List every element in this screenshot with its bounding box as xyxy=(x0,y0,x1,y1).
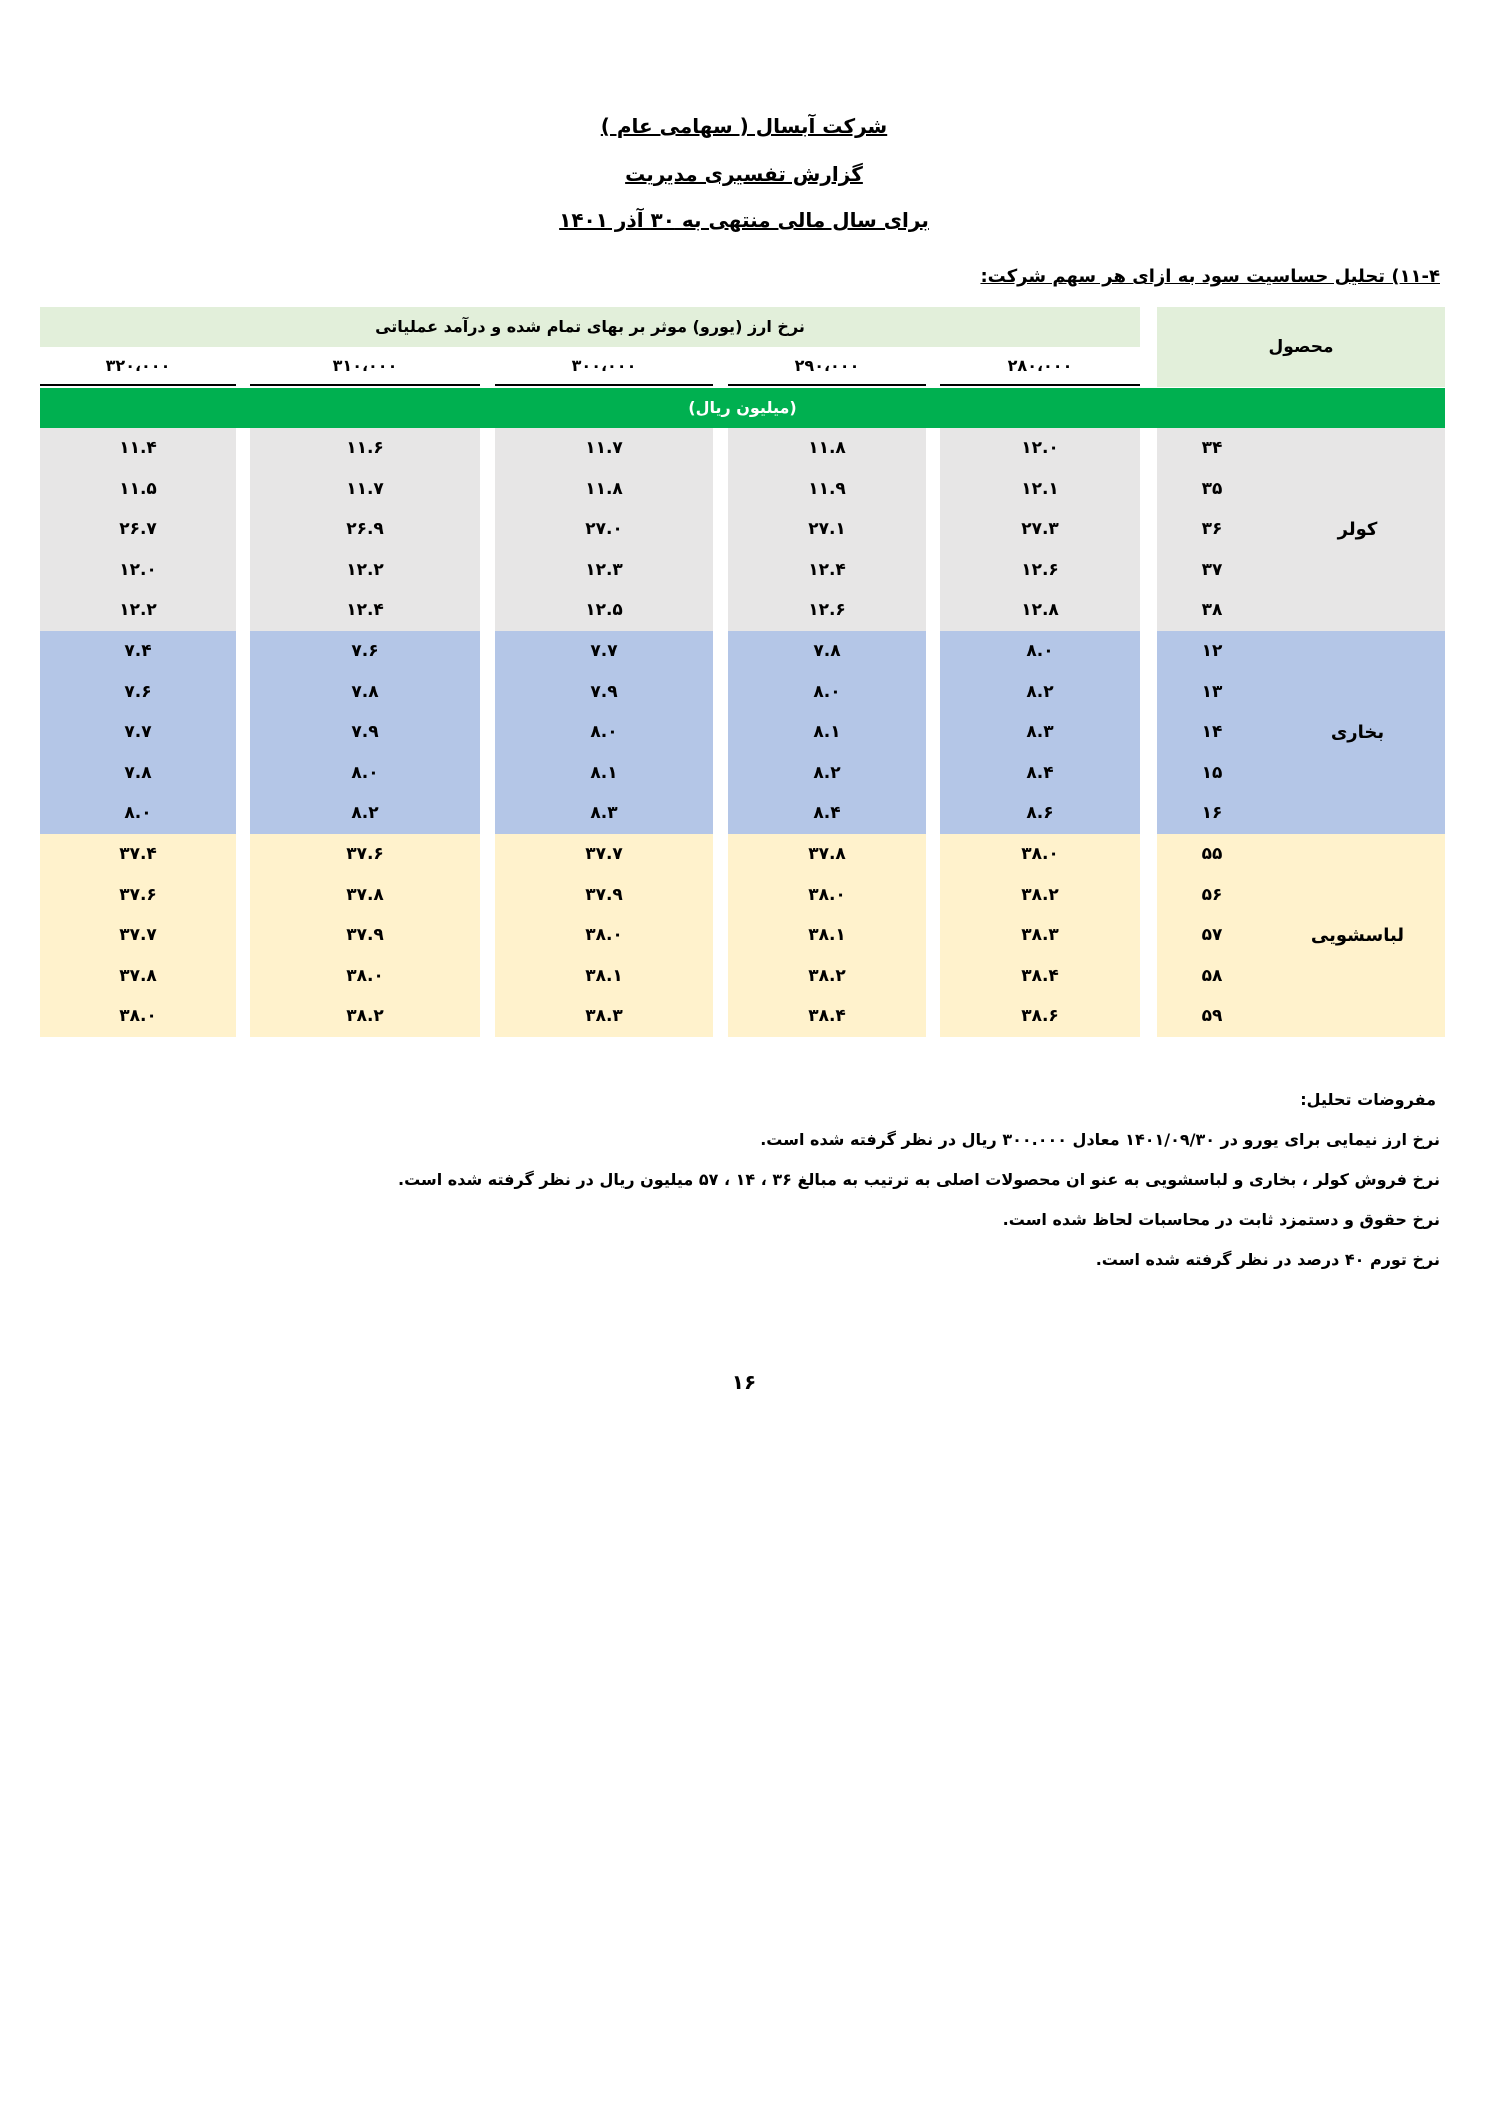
eps-value: ۳۷.۸ xyxy=(119,965,157,986)
eps-value: ۲۷.۱ xyxy=(808,519,846,540)
eps-value: ۳۸.۰ xyxy=(808,884,846,905)
eps-value: ۳۸.۲ xyxy=(1021,884,1059,905)
unit-bar: (میلیون ریال) xyxy=(40,388,1445,428)
sale-price: ۱۵ xyxy=(1201,762,1223,783)
eps-value: ۲۶.۷ xyxy=(119,519,157,540)
eps-value: ۷.۶ xyxy=(124,681,152,702)
eps-value: ۳۸.۰ xyxy=(585,925,623,946)
note-line: نرخ ارز نیمایی برای یورو در ۱۴۰۱/۰۹/۳۰ معادل ۳۰۰.۰۰۰ ریال در نظر گرفته شده است. xyxy=(760,1130,1440,1149)
sale-price: ۳۶ xyxy=(1201,519,1223,540)
eps-value: ۱۲.۰ xyxy=(119,559,157,580)
sale-price: ۱۳ xyxy=(1201,681,1223,702)
eps-value: ۱۲.۵ xyxy=(585,600,623,621)
eps-value: ۳۷.۶ xyxy=(119,884,157,905)
eps-value: ۳۸.۶ xyxy=(1021,1006,1059,1027)
eps-value: ۳۸.۰ xyxy=(1021,844,1059,864)
eps-value: ۱۲.۲ xyxy=(346,559,384,580)
eps-value: ۷.۶ xyxy=(351,641,379,661)
product-header: محصول xyxy=(1157,307,1445,387)
eps-value: ۳۸.۴ xyxy=(808,1006,846,1027)
sale-price: ۱۶ xyxy=(1201,803,1223,824)
sale-price: ۳۴ xyxy=(1201,438,1223,458)
eps-value: ۸.۱ xyxy=(590,762,618,783)
eps-value: ۱۱.۸ xyxy=(585,478,623,499)
eps-value: ۱۲.۱ xyxy=(1021,478,1059,499)
eps-value: ۱۱.۷ xyxy=(585,438,623,458)
eps-value: ۳۷.۹ xyxy=(585,884,623,905)
note-line: نرخ فروش کولر ، بخاری و لباسشویی به عنو ان محصولات اصلی به ترتیب به مبالغ ۳۶ ، ۱۴ ، ۵۷ میلیون ریال در نظر گرفته شده است. xyxy=(398,1170,1440,1189)
eps-value: ۳۷.۸ xyxy=(808,844,846,864)
eps-value: ۸.۴ xyxy=(1026,762,1054,783)
sale-price: ۱۲ xyxy=(1201,641,1223,661)
eps-value: ۸.۰ xyxy=(813,681,841,702)
eps-value: ۱۲.۰ xyxy=(1021,438,1059,458)
rate-column-header: ۲۹۰،۰۰۰ xyxy=(728,348,926,386)
eps-value: ۷.۹ xyxy=(351,722,379,743)
eps-value: ۳۷.۹ xyxy=(346,925,384,946)
sale-price: ۵۷ xyxy=(1201,925,1223,946)
note-line: نرخ تورم ۴۰ درصد در نظر گرفته شده است. xyxy=(1095,1250,1440,1269)
rate-header: نرخ ارز (یورو) موثر بر بهای تمام شده و درآمد عملیاتی xyxy=(40,307,1140,347)
sale-price: ۱۴ xyxy=(1201,722,1223,743)
sale-price: ۵۸ xyxy=(1201,965,1223,986)
eps-value: ۳۷.۴ xyxy=(119,844,157,864)
rate-column-header: ۳۲۰،۰۰۰ xyxy=(40,348,236,386)
sale-price: ۳۵ xyxy=(1201,478,1223,499)
eps-value: ۸.۲ xyxy=(813,762,841,783)
eps-value: ۷.۹ xyxy=(590,681,618,702)
page-number: ۱۶ xyxy=(731,1370,757,1394)
company-title: شرکت آبسال ( سهامی عام ) xyxy=(600,114,888,138)
eps-value: ۳۷.۷ xyxy=(585,844,623,864)
eps-value: ۳۸.۲ xyxy=(346,1006,384,1027)
eps-value: ۳۸.۰ xyxy=(119,1006,157,1027)
eps-value: ۱۱.۹ xyxy=(808,478,846,499)
eps-value: ۷.۸ xyxy=(351,681,379,702)
eps-value: ۷.۴ xyxy=(124,641,152,661)
notes-title: مفروضات تحلیل: xyxy=(1300,1090,1436,1109)
rate-column-header: ۳۰۰،۰۰۰ xyxy=(495,348,713,386)
product-name: لباسشویی xyxy=(1310,925,1405,946)
sale-price: ۵۵ xyxy=(1201,844,1223,864)
eps-value: ۱۲.۶ xyxy=(1021,559,1059,580)
eps-value: ۳۷.۷ xyxy=(119,925,157,946)
eps-value: ۲۷.۰ xyxy=(585,519,623,540)
eps-value: ۸.۲ xyxy=(351,803,379,824)
eps-value: ۸.۰ xyxy=(124,803,152,824)
eps-value: ۸.۲ xyxy=(1026,681,1054,702)
rate-column-header: ۳۱۰،۰۰۰ xyxy=(250,348,480,386)
product-name: کولر xyxy=(1337,519,1378,540)
assumptions-notes xyxy=(48,1080,1440,1280)
eps-value: ۱۲.۸ xyxy=(1021,600,1059,621)
eps-value: ۷.۷ xyxy=(124,722,152,743)
eps-value: ۱۲.۶ xyxy=(808,600,846,621)
eps-value: ۳۷.۸ xyxy=(346,884,384,905)
eps-value: ۸.۰ xyxy=(1026,641,1054,661)
eps-value: ۱۲.۲ xyxy=(119,600,157,621)
eps-value: ۳۸.۳ xyxy=(1021,925,1059,946)
sale-price: ۵۶ xyxy=(1201,884,1223,905)
report-title: گزارش تفسیری مدیریت xyxy=(625,162,863,186)
eps-value: ۳۸.۲ xyxy=(808,965,846,986)
eps-value: ۱۲.۳ xyxy=(585,559,623,580)
rate-column-header: ۲۸۰،۰۰۰ xyxy=(940,348,1140,386)
eps-value: ۸.۳ xyxy=(1026,722,1054,743)
eps-value: ۸.۱ xyxy=(813,722,841,743)
eps-value: ۳۸.۱ xyxy=(808,925,846,946)
sale-price: ۵۹ xyxy=(1201,1006,1223,1027)
eps-value: ۳۸.۱ xyxy=(585,965,623,986)
eps-value: ۲۶.۹ xyxy=(346,519,384,540)
eps-value: ۷.۸ xyxy=(124,762,152,783)
eps-value: ۸.۴ xyxy=(813,803,841,824)
section-title: ۱۱-۴) تحلیل حساسیت سود به ازای هر سهم شرکت: xyxy=(980,266,1440,287)
eps-value: ۳۸.۴ xyxy=(1021,965,1059,986)
eps-value: ۷.۷ xyxy=(590,641,618,661)
product-name: بخاری xyxy=(1330,722,1385,743)
note-line: نرخ حقوق و دستمزد ثابت در محاسبات لحاظ شده است. xyxy=(1002,1210,1440,1229)
eps-value: ۳۷.۶ xyxy=(346,844,384,864)
sale-price: ۳۸ xyxy=(1201,600,1223,621)
eps-value: ۱۲.۴ xyxy=(808,559,846,580)
period-title: برای سال مالی منتهی به ۳۰ آذر ۱۴۰۱ xyxy=(559,208,929,232)
eps-value: ۱۱.۸ xyxy=(808,438,846,458)
eps-value: ۷.۸ xyxy=(813,641,841,661)
eps-value: ۸.۰ xyxy=(351,762,379,783)
eps-value: ۱۱.۵ xyxy=(119,478,157,499)
eps-value: ۱۱.۷ xyxy=(346,478,384,499)
eps-value: ۲۷.۳ xyxy=(1021,519,1059,540)
eps-value: ۸.۳ xyxy=(590,803,618,824)
eps-value: ۳۸.۳ xyxy=(585,1006,623,1027)
eps-value: ۳۸.۰ xyxy=(346,965,384,986)
eps-value: ۸.۰ xyxy=(590,722,618,743)
eps-value: ۱۱.۶ xyxy=(346,438,384,458)
eps-value: ۱۲.۴ xyxy=(346,600,384,621)
eps-value: ۱۱.۴ xyxy=(119,438,157,458)
eps-value: ۸.۶ xyxy=(1026,803,1054,824)
sale-price: ۳۷ xyxy=(1201,559,1223,580)
